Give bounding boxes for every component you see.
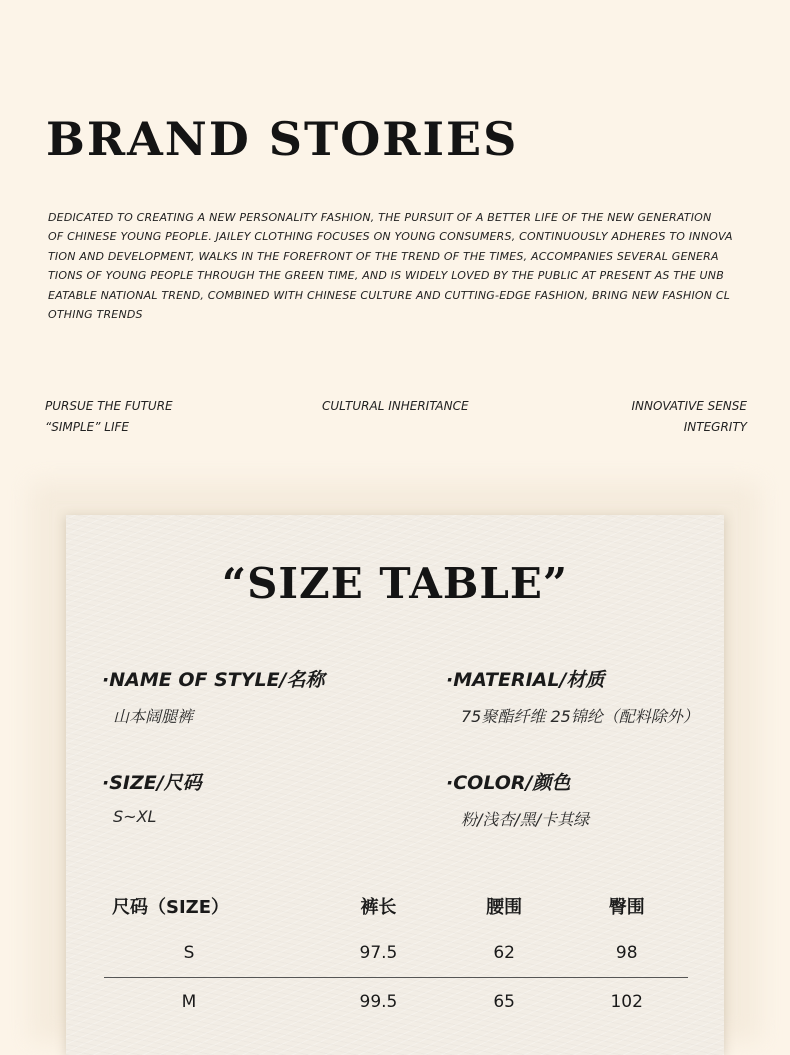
brand-story-line: DEDICATED TO CREATING A NEW PERSONALITY FASHION, THE PURSUIT OF A BETTER LIFE OF THE NEW GENERATION	[48, 211, 712, 224]
brand-story-line: OTHING TRENDS	[48, 308, 143, 322]
slogan-line: CULTURAL INHERITANCE	[322, 399, 469, 413]
slogan-line: PURSUE THE FUTURE	[45, 399, 173, 413]
cell-hip: 98	[565, 929, 688, 978]
slogan-line: INNOVATIVE SENSE	[631, 399, 747, 413]
size-label: ·SIZE/尺码	[102, 772, 202, 794]
slogan-line: INTEGRITY	[683, 420, 747, 434]
brand-story-line: OF CHINESE YOUNG PEOPLE. JAILEY CLOTHING FOCUSES ON YOUNG CONSUMERS, CONTINUOUSLY ADHERES TO INNOVA	[48, 230, 733, 244]
color-value: 粉/浅杏/黑/卡其绿	[461, 810, 590, 829]
slogan-left	[45, 396, 173, 438]
cell-waist: 65	[493, 992, 515, 1012]
material-label: ·MATERIAL/材质	[446, 669, 605, 691]
cell-waist: 62	[443, 929, 566, 978]
cell-length: 99.5	[359, 992, 398, 1012]
brand-story-line: TION AND DEVELOPMENT, WALKS IN THE FOREFRONT OF THE TREND OF THE TIMES, ACCOMPANIES SEVERAL GENERA	[48, 249, 719, 263]
size-table-title: “SIZE TABLE”	[221, 559, 569, 608]
brand-stories-title: BRAND STORIES	[46, 112, 519, 166]
size-value: S~XL	[113, 807, 157, 826]
table-row	[104, 929, 688, 978]
size-table-card	[66, 515, 724, 1055]
material-value: 75聚酯纤维 25锦纶（配料除外）	[461, 707, 699, 726]
brand-story-line: TIONS OF YOUNG PEOPLE THROUGH THE GREEN TIME, AND IS WIDELY LOVED BY THE PUBLIC AT PRESENT AS THE UNB	[48, 269, 724, 283]
header-hip: 臀围	[608, 897, 645, 918]
table-header-row	[104, 883, 688, 929]
color-label: ·COLOR/颜色	[446, 772, 571, 794]
size-table	[104, 883, 688, 1026]
table-row	[104, 978, 688, 1027]
cell-size: M	[181, 992, 197, 1012]
style-name-label: ·NAME OF STYLE/名称	[102, 669, 325, 691]
color-block	[446, 768, 589, 830]
brand-story-text	[48, 208, 754, 324]
slogan-line: “SIMPLE” LIFE	[45, 420, 129, 434]
style-name-block	[102, 665, 325, 727]
cell-length: 97.5	[314, 929, 443, 978]
header-waist: 腰围	[486, 897, 523, 918]
size-block	[102, 768, 202, 826]
material-block	[446, 665, 699, 727]
cell-hip: 102	[610, 992, 643, 1012]
cell-size: S	[104, 929, 314, 978]
brand-story-line: EATABLE NATIONAL TREND, COMBINED WITH CHINESE CULTURE AND CUTTING-EDGE FASHION, BRING NEW FASHION CL	[48, 288, 731, 302]
header-size: 尺码（SIZE）	[112, 897, 230, 918]
header-length: 裤长	[360, 897, 397, 918]
style-name-value: 山本阔腿裤	[113, 707, 194, 726]
slogan-center	[322, 396, 469, 417]
slogan-right	[631, 396, 747, 438]
